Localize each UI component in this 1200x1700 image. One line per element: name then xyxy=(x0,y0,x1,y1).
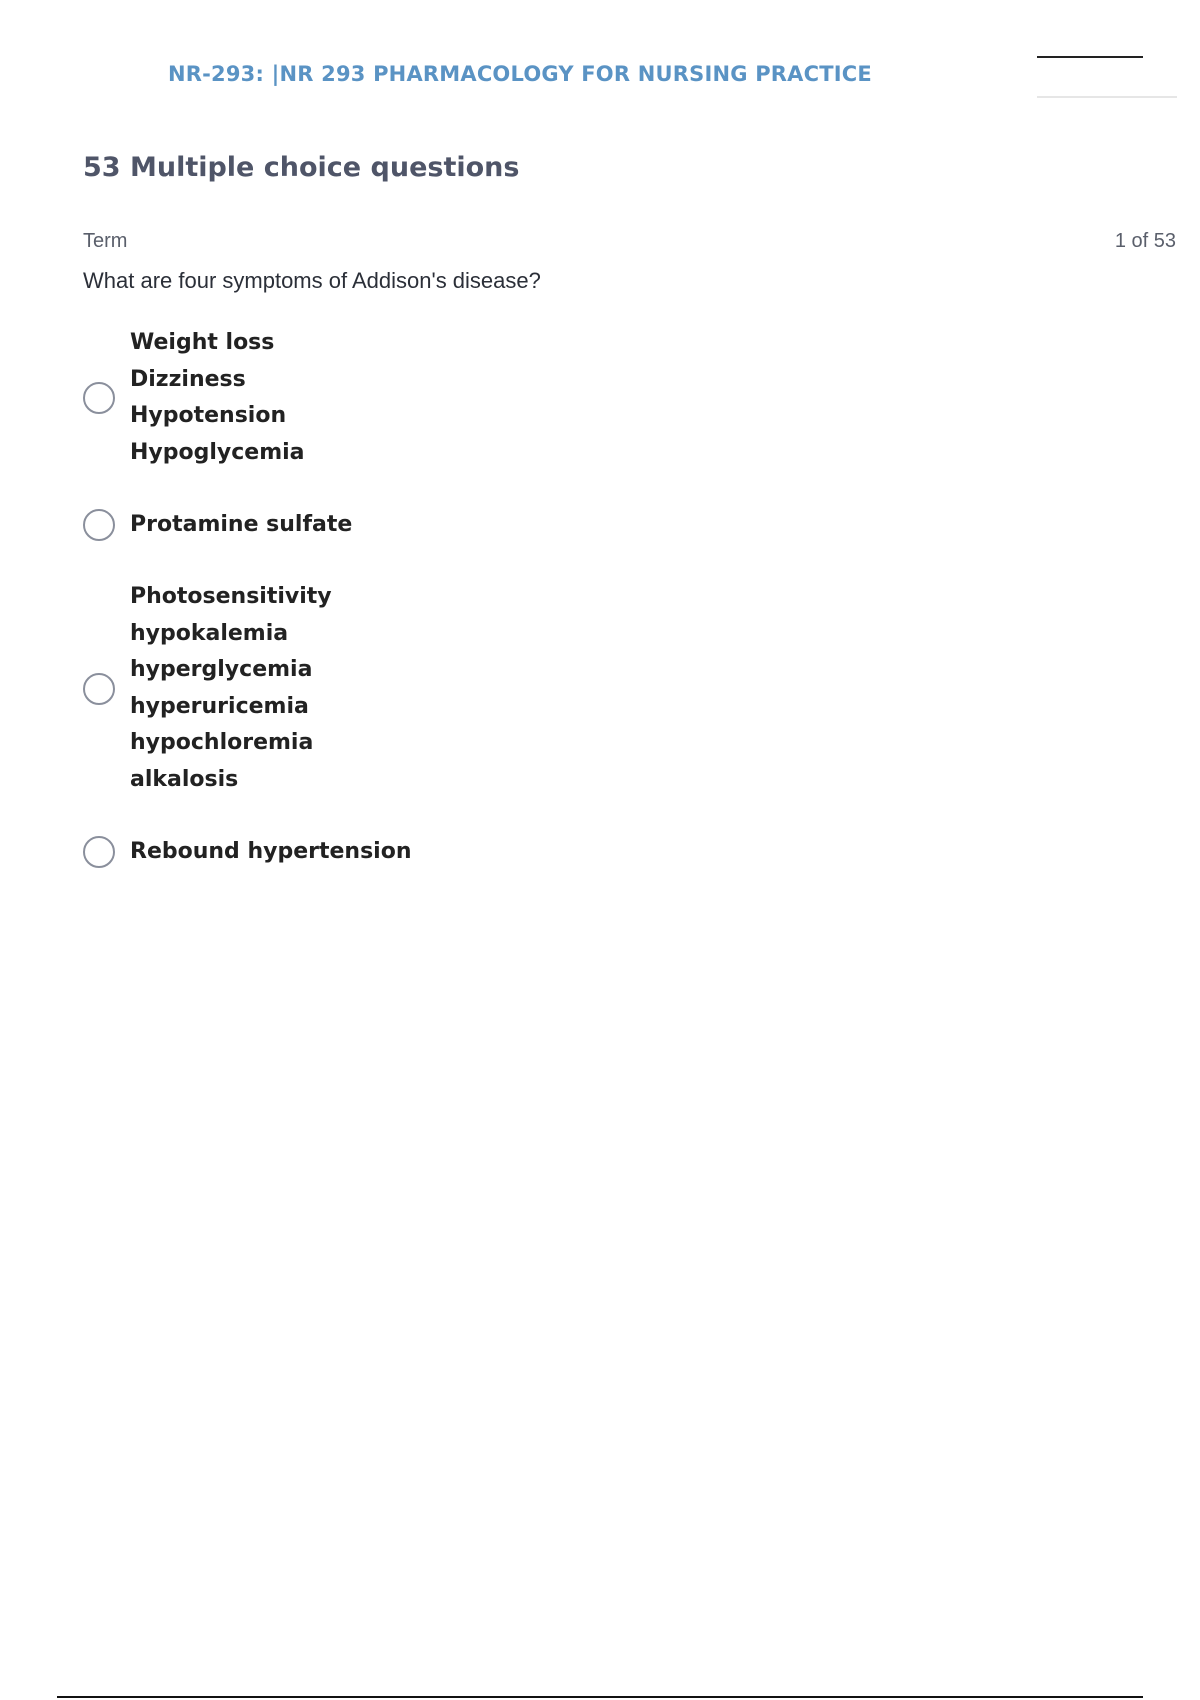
course-title: NR-293: |NR 293 PHARMACOLOGY FOR NURSING PRACTICE xyxy=(168,62,872,86)
answer-line: Hypoglycemia xyxy=(130,439,305,465)
header-rule xyxy=(1037,56,1143,58)
radio-button-icon[interactable] xyxy=(83,836,115,868)
answer-option-4[interactable] xyxy=(83,834,412,871)
answer-option-text xyxy=(130,834,412,871)
answer-line: hypokalemia xyxy=(130,620,289,646)
answer-line: Dizziness xyxy=(130,366,246,392)
answer-option-text xyxy=(130,325,305,471)
radio-button-icon[interactable] xyxy=(83,673,115,705)
radio-button-icon[interactable] xyxy=(83,509,115,541)
answer-line: Rebound hypertension xyxy=(130,839,412,864)
header-rule-light xyxy=(1037,96,1177,98)
answer-option-text xyxy=(130,579,332,798)
answer-line: hypochloremia xyxy=(130,730,314,755)
answer-line: Protamine sulfate xyxy=(130,512,353,537)
answer-line: alkalosis xyxy=(130,766,239,792)
answer-line: Hypotension xyxy=(130,403,287,428)
quiz-heading: 53 Multiple choice questions xyxy=(83,152,520,183)
footer-rule xyxy=(57,1696,1143,1698)
term-label: Term xyxy=(83,230,128,252)
radio-button-icon[interactable] xyxy=(83,382,115,414)
answer-line: Photosensitivity xyxy=(130,584,332,609)
answer-option-1[interactable] xyxy=(83,325,305,471)
question-counter: 1 of 53 xyxy=(1114,230,1176,252)
answer-option-3[interactable] xyxy=(83,579,332,798)
answer-option-2[interactable] xyxy=(83,507,352,544)
answer-option-text xyxy=(130,507,352,544)
answer-line: hyperuricemia xyxy=(130,693,309,719)
answer-line: hyperglycemia xyxy=(130,657,313,682)
answer-line: Weight loss xyxy=(130,330,275,355)
question-text: What are four symptoms of Addison's disease? xyxy=(83,268,541,293)
